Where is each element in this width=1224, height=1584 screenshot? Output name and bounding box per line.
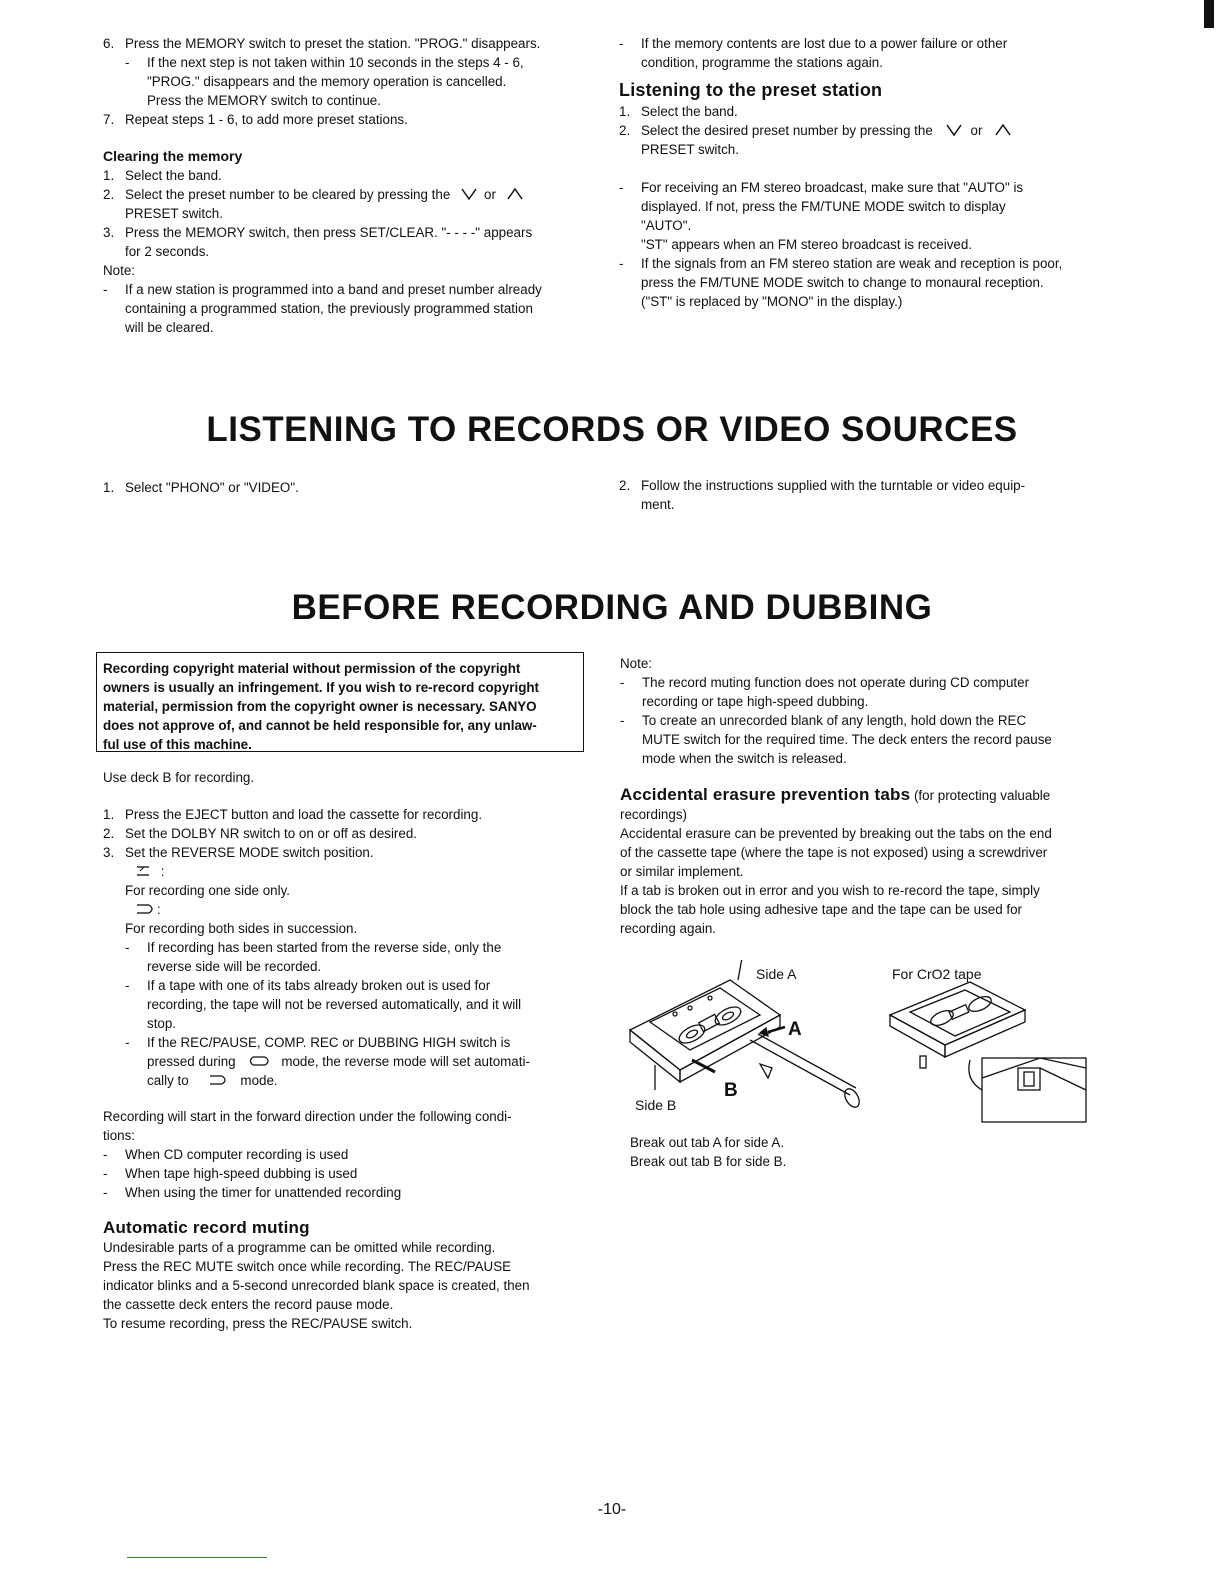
reverse-note-3: - If the REC/PAUSE, COMP. REC or DUBBING HIGH switch is <box>125 1035 511 1050</box>
step-6: 6. Press the MEMORY switch to preset the station. "PROG." disappears. <box>103 36 541 51</box>
recording-notes-column: Note: - The record muting function does not operate during CD computer recording or tape high-speed dubbing. - To create an unrecorded blank of any length, hold down the REC MUTE switch for the required time. The deck enters the record pause mode when the switch is released. Accidental erasure prevention tabs (for protecting valuable recordings) Accidental erasure can be prevented by breaking out the tabs on the end of the cassette tape (where the tape is not exposed) using a screwdriver or similar implement. If a tab is broken out in error and you wish to re-record the tape, simply block the tab hole using adhesive tape and the tape can be used for recording again. <box>620 654 1100 938</box>
cro2-label: For CrO2 tape <box>892 966 982 982</box>
recording-section-title: BEFORE RECORDING AND DUBBING <box>291 588 933 627</box>
clear-step-2-cont: PRESET switch. <box>125 206 223 221</box>
step-6-sub-2: "PROG." disappears and the memory operation is cancelled. <box>147 74 507 89</box>
both-way-mode-row: : <box>103 900 583 919</box>
note-label: Note: <box>103 263 136 278</box>
copyright-warning-box: Recording copyright material without permission of the copyright owners is usually an infringement. If you wish to re-record copyright material, permission from the copyright owner is necessary. SANYO does not approve of, and cannot be held responsible for, any unlaw- ful use of this machine. <box>96 652 584 752</box>
one-way-reverse-mode-icon <box>135 864 153 878</box>
tab-b-label: B <box>724 1080 738 1101</box>
rec-note-label: Note: <box>620 656 653 671</box>
weak-line-1: - If the signals from an FM stereo station are weak and reception is poor, <box>619 256 1063 271</box>
preset-listening-column <box>619 34 1099 311</box>
preset-step-2: 2. Select the desired preset number by pressing the or <box>619 121 1099 140</box>
erasure-tab-figure <box>620 960 1100 1130</box>
rec-note-1: - The record muting function does not operate during CD computer <box>620 675 1030 690</box>
clear-step-3-cont: for 2 seconds. <box>125 244 210 259</box>
both-sides-text: For recording both sides in succession. <box>125 921 358 936</box>
up-chevron-icon <box>506 187 524 201</box>
preset-step-2-cont: PRESET switch. <box>641 142 739 157</box>
forward-conditions-2: tions: <box>103 1128 136 1143</box>
lost-memory-line-1: - If the memory contents are lost due to a power failure or other <box>619 36 1008 51</box>
use-deck-b: Use deck B for recording. <box>103 770 255 785</box>
both-way-reverse-mode-icon <box>245 1054 275 1068</box>
page-number: -10- <box>597 1501 627 1518</box>
note-line-3: will be cleared. <box>125 320 214 335</box>
auto-muting-heading: Automatic record muting <box>103 1218 310 1237</box>
rec-step-2: 2. Set the DOLBY NR switch to on or off as desired. <box>103 826 418 841</box>
weak-line-3: ("ST" is replaced by "MONO" in the display.) <box>641 294 903 309</box>
note-line-1: - If a new station is programmed into a band and preset number already <box>103 282 542 297</box>
cassette-illustration <box>620 960 1100 1130</box>
forward-conditions-1: Recording will start in the forward direction under the following condi- <box>103 1109 512 1124</box>
rec-step-3: 3. Set the REVERSE MODE switch position. <box>103 845 374 860</box>
reverse-note-2: - If a tape with one of its tabs already broken out is used for <box>125 978 491 993</box>
note-line-2: containing a programmed station, the previously programmed station <box>125 301 533 316</box>
condition-2: - When tape high-speed dubbing is used <box>103 1166 358 1181</box>
footer-underline <box>127 1557 267 1558</box>
rec-step-1: 1. Press the EJECT button and load the cassette for recording. <box>103 807 483 822</box>
clear-step-1: 1. Select the band. <box>103 168 222 183</box>
fm-line-2: displayed. If not, press the FM/TUNE MODE switch to display <box>641 199 1006 214</box>
step-6-sub-1: - If the next step is not taken within 10 seconds in the steps 4 - 6, <box>125 55 524 70</box>
tabs-heading: Accidental erasure prevention tabs (for protecting valuable <box>620 785 1051 804</box>
one-way-mode-row: : <box>103 862 583 881</box>
lost-memory-line-2: condition, programme the stations again. <box>641 55 883 70</box>
clear-step-2: 2. Select the preset number to be cleared by pressing the or <box>103 185 583 204</box>
condition-3: - When using the timer for unattended recording <box>103 1185 402 1200</box>
both-way-reverse-mode-icon <box>206 1073 232 1087</box>
recording-steps-column: Use deck B for recording. 1. Press the EJECT button and load the cassette for recording. 2. Set the DOLBY NR switch to on or off as desired. 3. Set the REVERSE MODE switch position. : For recording one side only. : For recording both sides in succession. - If recording has been started from the reverse side, only the reverse side will be recorded. - If a tape with one of its tabs already broken out is used for recording, the tape will not be reversed automatically, and it will stop. - If the REC/PAUSE, COMP. REC or DUBBING HIGH switch is pressed during mode, the reverse mode will set automati- cally to mode. Recording will start in the forward direction under the following condi- tions: - When CD computer recording is used - When tape high-speed dubbing is used - When using the timer for unattended recording Automatic record muting Undesirable parts of a programme can be omitted while recording. Press the REC MUTE switch once while recording. The REC/PAUSE indicator blinks and a 5-second unrecorded blank space is created, then the cassette deck enters the record pause mode. To resume recording, press the REC/PAUSE switch. <box>103 768 583 1333</box>
figure-caption <box>630 1133 786 1171</box>
fm-line-4: "ST" appears when an FM stereo broadcast is received. <box>641 237 973 252</box>
caption-line-1: Break out tab A for side A. <box>630 1135 785 1150</box>
records-step-2: 2. Follow the instructions supplied with the turntable or video equip- ment. <box>619 478 1026 512</box>
fm-line-3: "AUTO". <box>641 218 692 233</box>
records-section-title: LISTENING TO RECORDS OR VIDEO SOURCES <box>206 410 1018 449</box>
rec-note-2: - To create an unrecorded blank of any length, hold down the REC <box>620 713 1027 728</box>
condition-1: - When CD computer recording is used <box>103 1147 349 1162</box>
clearing-memory-heading: Clearing the memory <box>103 148 243 164</box>
tab-a-label: A <box>788 1019 802 1040</box>
caption-line-2: Break out tab B for side B. <box>630 1154 787 1169</box>
records-step-1: 1. Select "PHONO" or "VIDEO". <box>103 480 299 495</box>
preset-step-1: 1. Select the band. <box>619 104 738 119</box>
both-way-reverse-mode-icon <box>135 902 157 916</box>
fm-line-1: - For receiving an FM stereo broadcast, make sure that "AUTO" is <box>619 180 1024 195</box>
preset-steps-column <box>103 34 583 337</box>
side-a-label: Side A <box>756 966 797 982</box>
preset-station-heading: Listening to the preset station <box>619 80 883 100</box>
clear-step-3: 3. Press the MEMORY switch, then press SET/CLEAR. "- - - -" appears <box>103 225 533 240</box>
step-6-sub-3: Press the MEMORY switch to continue. <box>147 93 381 108</box>
up-chevron-icon <box>994 123 1012 137</box>
down-chevron-icon <box>460 187 478 201</box>
step-7: 7. Repeat steps 1 - 6, to add more preset stations. <box>103 112 408 127</box>
one-side-text: For recording one side only. <box>125 883 290 898</box>
page-edge-mark <box>1204 0 1214 28</box>
side-b-label: Side B <box>635 1097 677 1113</box>
weak-line-2: press the FM/TUNE MODE switch to change to monaural reception. <box>641 275 1044 290</box>
reverse-note-1: - If recording has been started from the reverse side, only the <box>125 940 502 955</box>
down-chevron-icon <box>945 123 963 137</box>
